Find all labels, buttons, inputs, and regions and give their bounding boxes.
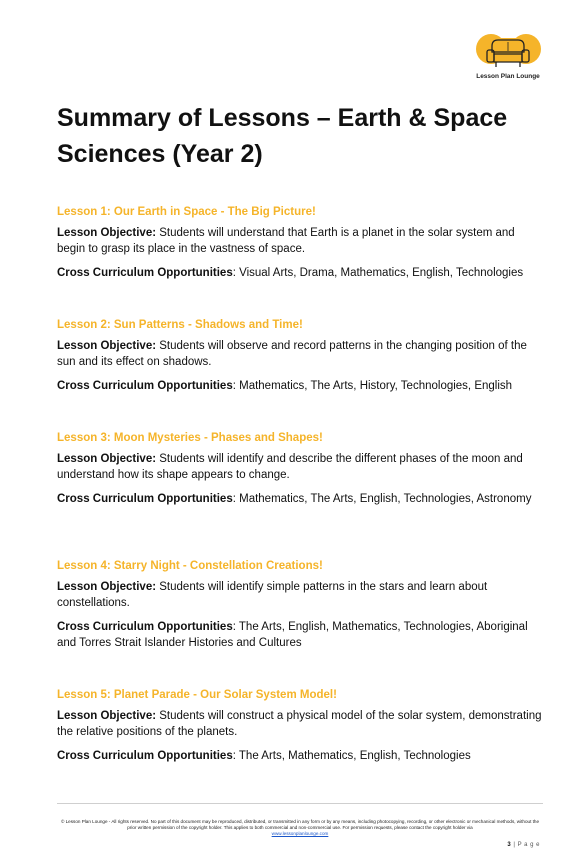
- lesson-objective: [57, 452, 543, 483]
- cross-curriculum-label: Cross Curriculum Opportunities: [57, 267, 233, 279]
- objective-label: Lesson Objective:: [57, 581, 157, 593]
- lesson-objective: [57, 580, 543, 611]
- lesson-objective: [57, 709, 543, 740]
- lesson-objective: [57, 339, 543, 370]
- lesson-title: Lesson 3: Moon Mysteries - Phases and Shapes!: [57, 432, 323, 444]
- lesson-block: [57, 204, 543, 291]
- page-label: | P a g e: [513, 842, 540, 848]
- lesson-title: Lesson 5: Planet Parade - Our Solar System Model!: [57, 689, 337, 701]
- page-title: Summary of Lessons – Earth & Space Sciences (Year 2): [57, 104, 508, 168]
- footer-copyright: [57, 819, 543, 837]
- website-link[interactable]: www.lessonplanlounge.com: [271, 831, 329, 836]
- lesson-title: Lesson 2: Sun Patterns - Shadows and Time!: [57, 319, 303, 331]
- objective-text: Students will identify and describe the different phases of the moon and understand how its shape appears to change.: [57, 453, 523, 481]
- page-number: [507, 842, 540, 848]
- cross-curriculum-text: The Arts, Mathematics, English, Technologies: [238, 750, 471, 762]
- objective-text: Students will construct a physical model of the solar system, demonstrating the relative positions of the planets.: [57, 710, 542, 738]
- cross-curriculum: Cross Curriculum Opportunities: The Arts, Mathematics, English, Technologies: [57, 750, 471, 762]
- brand-logo: [474, 32, 542, 84]
- objective-text: Students will understand that Earth is a planet in the solar system and begin to grasp its place in the vastness of space.: [57, 227, 515, 255]
- objective-label: Lesson Objective:: [57, 453, 157, 465]
- lesson-block: [57, 558, 543, 660]
- lesson-block: [57, 317, 543, 404]
- cross-curriculum-label: Cross Curriculum Opportunities: [57, 493, 233, 505]
- cross-curriculum-label: Cross Curriculum Opportunities: [57, 380, 233, 392]
- cross-curriculum: Cross Curriculum Opportunities: Mathematics, The Arts, English, Technologies, Astronomy: [57, 493, 532, 505]
- footer-divider: [57, 803, 543, 804]
- objective-text: Students will identify simple patterns in the stars and learn about constellations.: [57, 581, 488, 609]
- cross-curriculum-text: Visual Arts, Drama, Mathematics, English, Technologies: [239, 267, 524, 279]
- objective-text: Students will observe and record patterns in the changing position of the sun and its effect on shadows.: [57, 340, 527, 368]
- logo-text: Lesson Plan Lounge: [476, 73, 540, 80]
- lesson-title: Lesson 1: Our Earth in Space - The Big Picture!: [57, 206, 316, 218]
- armchair-icon: [474, 32, 542, 76]
- lesson-block: [57, 430, 543, 517]
- cross-curriculum: Cross Curriculum Opportunities: Visual Arts, Drama, Mathematics, English, Technologies: [57, 267, 524, 279]
- lesson-objective: [57, 226, 543, 257]
- lesson-block: [57, 687, 543, 774]
- cross-curriculum-label: Cross Curriculum Opportunities: [57, 750, 233, 762]
- page-number-value: 3: [507, 842, 512, 848]
- cross-curriculum-text: The Arts, English, Mathematics, Technologies, Aboriginal and Torres Strait Islander Histories and Cultures: [57, 621, 528, 649]
- cross-curriculum: Cross Curriculum Opportunities: Mathematics, The Arts, History, Technologies, English: [57, 380, 513, 392]
- cross-curriculum-text: Mathematics, The Arts, History, Technologies, English: [239, 380, 513, 392]
- cross-curriculum: Cross Curriculum Opportunities: The Arts, English, Mathematics, Technologies, Aboriginal and Torres Strait Islander Histories and Cultures: [57, 621, 528, 649]
- copyright-text: © Lesson Plan Lounge - All rights reserved. No part of this document may be reproduced, distributed, or transmitted in any form or by any means, including photocopying, recording, or other electronic or mechanical methods, without the prior written permission of the copyright holder. This applies to both commercial and non-commercial use. For permission requests, please contact the copyright holder via: [60, 819, 540, 830]
- objective-label: Lesson Objective:: [57, 340, 157, 352]
- cross-curriculum-label: Cross Curriculum Opportunities: [57, 621, 233, 633]
- objective-label: Lesson Objective:: [57, 227, 157, 239]
- cross-curriculum-text: Mathematics, The Arts, English, Technologies, Astronomy: [239, 493, 532, 505]
- objective-label: Lesson Objective:: [57, 710, 157, 722]
- lesson-title: Lesson 4: Starry Night - Constellation Creations!: [57, 560, 323, 572]
